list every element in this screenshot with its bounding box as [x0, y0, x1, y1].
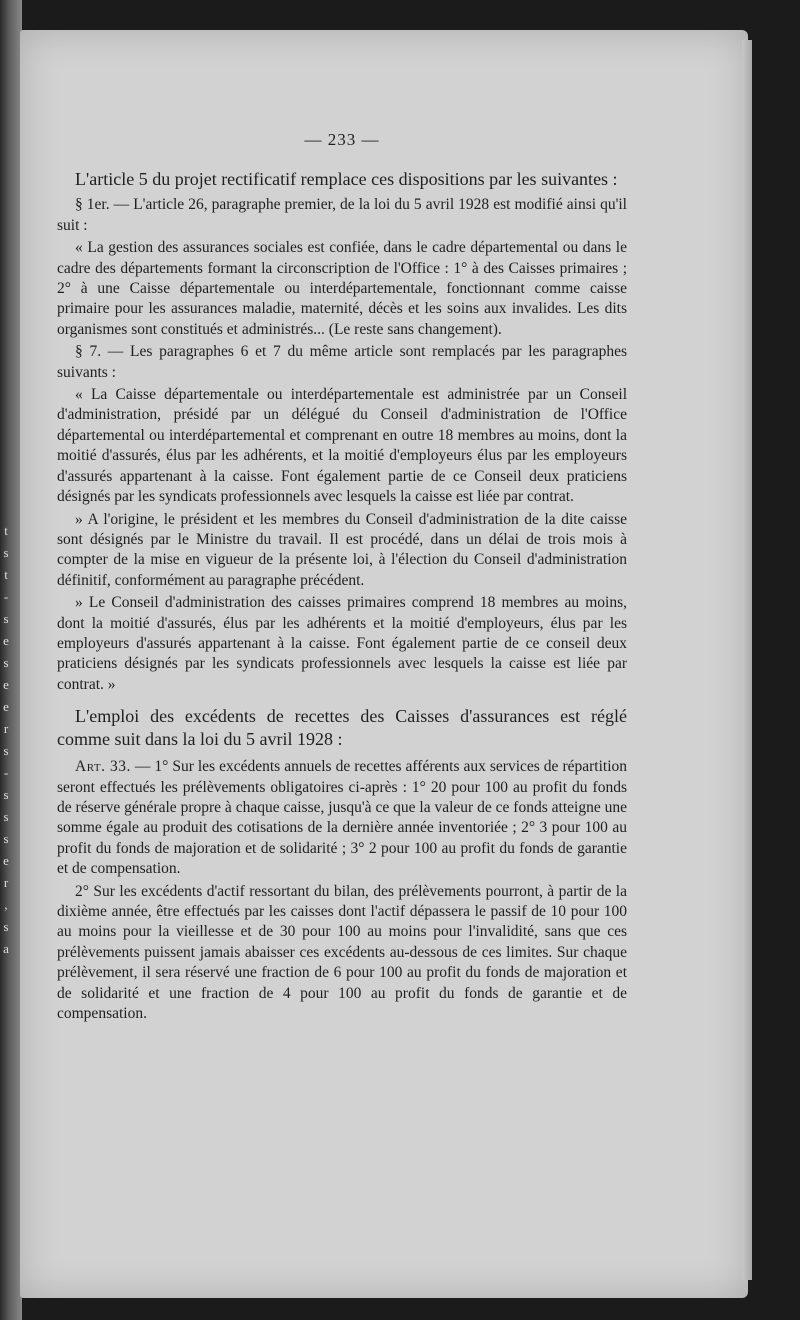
- margin-letter: s: [3, 611, 9, 626]
- margin-letter: -: [3, 765, 9, 780]
- section-1-paragraph: § 1er. — L'article 26, paragraphe premier, de la loi du 5 avril 1928 est modifié ainsi qu'il suit :: [57, 196, 627, 234]
- excedents-actif-paragraph: 2° Sur les excédents d'actif ressortant du bilan, des prélèvements pourront, à partir de la dixième année, être effectués par les caisses dont l'actif dépassera le passif de 10 pour 100 au moins pour la vieillesse et de 30 pour 100 au moins pour l'invalidité, sans que ces prélèvements puissent jamais abaisser ces excédents au-dessous de ces limites. Sur chaque prélèvement, il sera réservé une fraction de 6 pour 100 au profit du fonds de majoration et de solidarité et une fraction de 4 pour 100 au profit du fonds de garantie et de compensation.: [57, 882, 627, 1023]
- article-text: — 1° Sur les excédents annuels de recettes afférents aux services de répartition seront effectués les prélèvements obligatoires ci-après : 1° 20 pour 100 au profit du fonds de réserve générale propre à chaque caisse, jusqu'à ce que la valeur de ce fonds atteigne une somme égale au produit des cotisations de la dernière année inventoriée ; 2° 3 pour 100 au profit du fonds de majoration et de solidarité ; 3° 2 pour 100 au profit du fonds de garantie et de compensation.: [57, 758, 628, 878]
- margin-letter: ,: [4, 897, 8, 912]
- margin-letter: r: [3, 721, 9, 736]
- intro-paragraph: L'article 5 du projet rectificatif remplace ces dispositions par les suivantes :: [75, 169, 618, 190]
- quoted-paragraph-1: « La gestion des assurances sociales est confiée, dans le cadre départemental ou dans le cadre des départements formant la circonscription de l'Office : 1° à des Caisses primaires ; 2° à une Caisse départementale ou interdépartementale, fonctionnant comme caisse primaire pour les assurances maladie, maternité, décès et les soins aux invalides. Les dits organismes sont constitués et administrés... (Le reste sans changement).: [57, 239, 627, 338]
- quoted-paragraph-2: « La Caisse départementale ou interdépartementale est administrée par un Conseil d'administration, présidé par un délégué du Conseil d'administration de l'Office départemental ou interdépartemental et comprenant en outre 18 membres au moins, dont la moitié d'assurés, élus par les adhérents, et la moitié d'employeurs élus par les employeurs d'assurés appartenant à la caisse. Font également partie de ce Conseil deux praticiens désignés par les syndicats professionnels avec lesquels la caisse est liée par contrat.: [57, 386, 627, 506]
- excedents-heading: L'emploi des excédents de recettes des Caisses d'assurances est réglé comme suit dans la loi du 5 avril 1928 :: [57, 706, 627, 750]
- margin-letter: e: [3, 633, 9, 648]
- page-number: — 233 —: [304, 130, 380, 149]
- quoted-paragraph-3: » A l'origine, le président et les membres du Conseil d'administration de la dite caisse sont désignés par le Ministre du travail. Il est procédé, dans un délai de trois mois à compter de la mise en vigueur de la présente loi, à l'élection du Conseil d'administration définitif, conformément au paragraphe précédent.: [57, 510, 627, 589]
- article-33-paragraph: [57, 757, 627, 879]
- book-page: [20, 30, 748, 1298]
- margin-letter: s: [3, 655, 9, 670]
- margin-letter: e: [3, 853, 9, 868]
- margin-letter: r: [3, 875, 9, 890]
- margin-letter: s: [3, 919, 9, 934]
- margin-letter: a: [3, 941, 9, 956]
- margin-letter: s: [3, 809, 9, 824]
- previous-page-edge: [0, 0, 22, 1320]
- margin-letter: s: [3, 545, 9, 560]
- margin-letter: -: [3, 589, 9, 604]
- margin-letter: s: [3, 787, 9, 802]
- previous-page-letters: [0, 520, 12, 960]
- margin-letter: t: [4, 523, 8, 538]
- margin-letter: e: [3, 677, 9, 692]
- quoted-paragraph-4: » Le Conseil d'administration des caisses primaires comprend 18 membres au moins, dont la moitié d'assurés, élus par les adhérents et la moitié d'employeurs, élus par les employeurs d'assurés appartenant à la caisse. Font également partie de ce conseil deux praticiens désignés par les syndicats professionnels avec lesquels la caisse est liée par contrat. »: [57, 594, 627, 693]
- section-7-paragraph: § 7. — Les paragraphes 6 et 7 du même article sont remplacés par les paragraphes suivants :: [57, 343, 627, 381]
- margin-letter: s: [3, 743, 9, 758]
- margin-letter: t: [4, 567, 8, 582]
- page-right-shadow: [742, 40, 752, 1280]
- page-content: [57, 130, 627, 1024]
- margin-letter: s: [3, 831, 9, 846]
- article-label: Art. 33.: [75, 758, 131, 776]
- margin-letter: e: [3, 699, 9, 714]
